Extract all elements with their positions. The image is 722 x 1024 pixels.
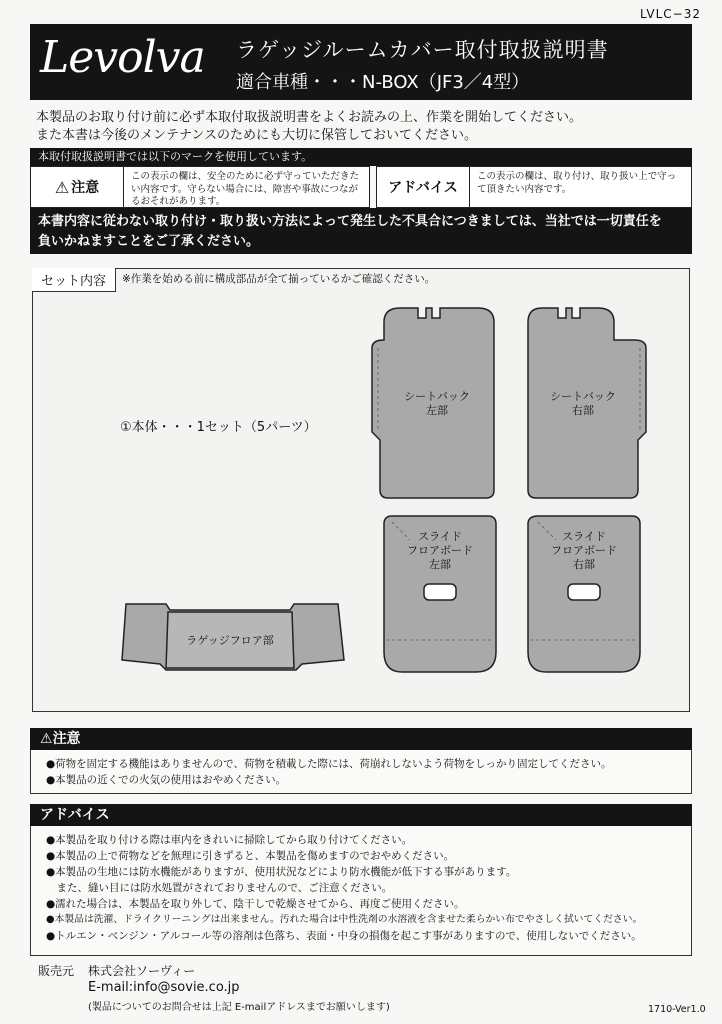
seatback-right-label: シートバック 右部 — [550, 390, 616, 417]
intro-line-2: また本書は今後のメンテナンスのためにも大切に保管しておいてください。 — [36, 128, 477, 143]
advice-mark-label: アドバイス — [377, 167, 470, 207]
advice-item: ●トルエン・ベンジン・アルコール等の溶剤は色落ち、表面・中身の損傷を起こす事がありますので、使用しないでください。 — [46, 930, 642, 942]
intro-line-1: 本製品のお取り付け前に必ず本取付取扱説明書をよくお読みの上、作業を開始してください。 — [36, 110, 583, 125]
document-code: LVLC−32 — [640, 7, 701, 21]
advice-list — [46, 832, 686, 944]
liability-warning: 本書内容に従わない取り付け・取り扱い方法によって発生した不具合につきましては、当社では一切責任を 負いかねますことをご了承ください。 — [30, 208, 692, 254]
warning-triangle-icon: ⚠ — [54, 177, 70, 197]
slide-left-handle — [424, 584, 456, 600]
seller-label: 販売元 — [38, 964, 75, 978]
advice-mark-text: この表示の欄は、取り付け、取り扱い上で守って頂きたい内容です。 — [477, 171, 677, 195]
caution-list — [46, 756, 611, 788]
caution-item: ●荷物を固定する機能はありませんので、荷物を積載した際には、荷崩れしないよう荷物をしっかり固定してください。 — [46, 758, 612, 770]
advice-heading: アドバイス — [30, 804, 692, 826]
advice-item: ●本製品の生地には防水機能がありますが、使用状況などにより防水機能が低下する事があります。 — [46, 866, 517, 878]
advice-item: また、縫い目には防水処置がされておりませんので、ご注意ください。 — [46, 882, 393, 894]
brand-logo: Levolva — [40, 32, 205, 83]
set-contents-note: ※作業を始める前に構成部品が全て揃っているかご確認ください。 — [122, 273, 436, 285]
advice-item: ●濡れた場合は、本製品を取り外して、陰干しで乾燥させてから、再度ご使用ください。 — [46, 898, 465, 910]
marks-bar: 本取付取扱説明書では以下のマークを使用しています。 — [30, 148, 692, 166]
set-item-main: ①本体・・・1セット（5パーツ） — [120, 420, 317, 435]
caution-heading: ⚠注意 — [30, 728, 692, 750]
caution-mark-label: ⚠ 注意 — [31, 167, 124, 207]
luggage-floor-label: ラゲッジフロア部 — [186, 634, 274, 647]
slide-right-handle — [568, 584, 600, 600]
seller-company: 株式会社ソーヴィー — [88, 964, 196, 978]
compatible-vehicle: 適合車種・・・N-BOX（JF3／4型） — [236, 72, 530, 93]
seatback-left-label: シートバック 左部 — [404, 390, 470, 417]
advice-item: ●本製品の上で荷物などを無理に引きずると、本製品を傷めますのでおやめください。 — [46, 850, 455, 862]
caution-mark-text: この表示の欄は、安全のために必ず守っていただきたい内容です。守らない場合には、障害や事故につながるおそれがあります。 — [131, 171, 360, 207]
warning-triangle-icon: ⚠ — [40, 731, 53, 747]
set-contents-label: セット内容 — [32, 268, 116, 292]
document-version: 1710-Ver1.0 — [648, 1004, 706, 1015]
slide-left-label: スライド フロアボード 左部 — [407, 530, 473, 571]
advice-item: ●本製品を取り付ける際は車内をきれいに掃除してから取り付けてください。 — [46, 834, 413, 846]
contact-email: E-mail:info@sovie.co.jp — [88, 980, 240, 995]
contact-note: (製品についてのお問合せは上記 E-mailアドレスまでお願いします) — [88, 1002, 390, 1013]
document-title: ラゲッジルームカバー取付取扱説明書 — [236, 38, 609, 62]
slide-right-label: スライド フロアボード 右部 — [551, 530, 617, 571]
advice-item: ●本製品は洗濯、ドライクリーニングは出来ません。汚れた場合は中性洗剤の水溶液を含ませた柔らかい布でやさしく拭いてください。 — [46, 914, 643, 925]
caution-item: ●本製品の近くでの火気の使用はおやめください。 — [46, 774, 287, 786]
